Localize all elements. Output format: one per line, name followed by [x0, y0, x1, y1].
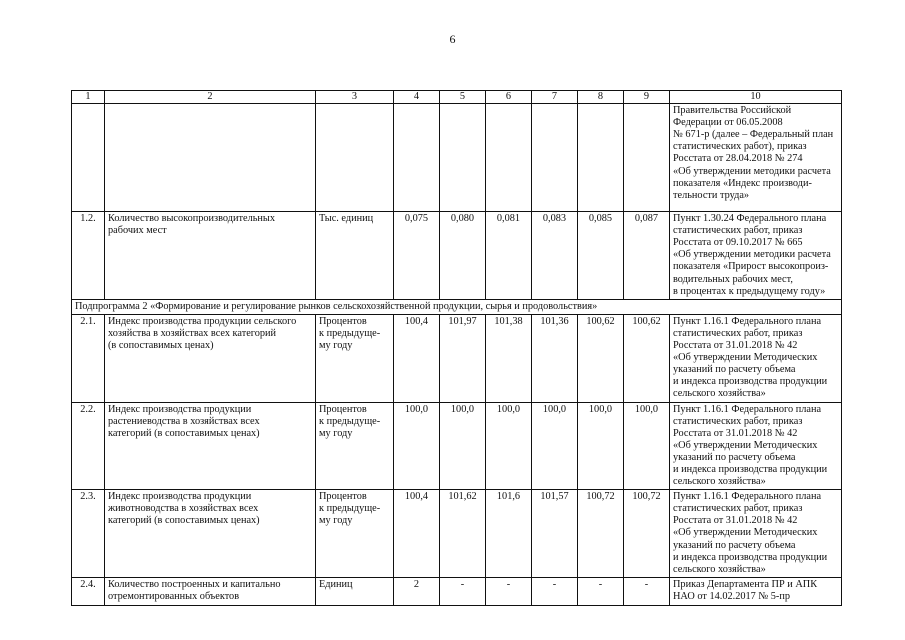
value-cell: -: [624, 577, 670, 605]
indicator-name: Количество построенных и капитально отремонтированных объектов: [105, 577, 316, 605]
value-cell: -: [486, 577, 532, 605]
value-cell: 101,57: [532, 490, 578, 578]
unit-cell: Процентов к предыдуще- му году: [316, 490, 394, 578]
indicators-table: [71, 90, 842, 606]
table-row: [72, 490, 842, 578]
header-cell: 3: [316, 91, 394, 104]
unit-cell: Единиц: [316, 577, 394, 605]
header-cell: 7: [532, 91, 578, 104]
value-cell: 101,6: [486, 490, 532, 578]
header-cell: 2: [105, 91, 316, 104]
source-cell: Правительства Российской Федерации от 06.05.2008 № 671-р (далее – Федеральный план статистических работ), приказ Росстата от 28.04.2018 № 274 «Об утверждении методики расчета показателя «Индекс производи- тельности труда»: [670, 104, 842, 212]
value-cell: 100,62: [578, 314, 624, 402]
row-number: 2.2.: [72, 402, 105, 490]
row-number: 2.4.: [72, 577, 105, 605]
table-row: [72, 402, 842, 490]
table-row-continuation: [72, 104, 842, 212]
row-number: 2.3.: [72, 490, 105, 578]
value-cell: 0,081: [486, 212, 532, 300]
source-cell: Пункт 1.30.24 Федерального плана статистических работ, приказ Росстата от 09.10.2017 № 665 «Об утверждении методики расчета показателя «Прирост высокопроиз- водительных рабочих мест, в процентах к предыдущему году»: [670, 212, 842, 300]
value-cell: -: [440, 577, 486, 605]
value-cell: 100,72: [578, 490, 624, 578]
value-cell: 100,0: [532, 402, 578, 490]
row-number: 2.1.: [72, 314, 105, 402]
value-cell: 101,62: [440, 490, 486, 578]
row-number: 1.2.: [72, 212, 105, 300]
value-cell: -: [578, 577, 624, 605]
header-cell: 5: [440, 91, 486, 104]
table-row: [72, 577, 842, 605]
value-cell: -: [532, 577, 578, 605]
value-cell: 2: [394, 577, 440, 605]
header-cell: 4: [394, 91, 440, 104]
page-number: 6: [449, 32, 456, 46]
value-cell: 101,36: [532, 314, 578, 402]
source-cell: Пункт 1.16.1 Федерального плана статистических работ, приказ Росстата от 31.01.2018 № 42 «Об утверждении Методических указаний по расчету объема и индекса производства продукции сельского хозяйства»: [670, 314, 842, 402]
subprogram-row: [72, 299, 842, 314]
value-cell: 0,075: [394, 212, 440, 300]
value-cell: 100,62: [624, 314, 670, 402]
indicator-name: Индекс производства продукции животноводства в хозяйствах всех категорий (в сопоставимых ценах): [105, 490, 316, 578]
value-cell: 100,72: [624, 490, 670, 578]
value-cell: 100,0: [440, 402, 486, 490]
header-cell: 9: [624, 91, 670, 104]
value-cell: 0,080: [440, 212, 486, 300]
table-row: [72, 314, 842, 402]
value-cell: 100,4: [394, 490, 440, 578]
value-cell: 100,0: [394, 402, 440, 490]
indicator-name: Количество высокопроизводительных рабочих мест: [105, 212, 316, 300]
value-cell: 100,4: [394, 314, 440, 402]
source-cell: Пункт 1.16.1 Федерального плана статистических работ, приказ Росстата от 31.01.2018 № 42 «Об утверждении Методических указаний по расчету объема и индекса производства продукции сельского хозяйства»: [670, 490, 842, 578]
header-cell: 10: [670, 91, 842, 104]
indicator-name: Индекс производства продукции растениеводства в хозяйствах всех категорий (в сопоставимых ценах): [105, 402, 316, 490]
source-cell: Пункт 1.16.1 Федерального плана статистических работ, приказ Росстата от 31.01.2018 № 42 «Об утверждении Методических указаний по расчету объема и индекса производства продукции сельского хозяйства»: [670, 402, 842, 490]
header-cell: 6: [486, 91, 532, 104]
header-row: [72, 91, 842, 104]
unit-cell: Процентов к предыдуще- му году: [316, 402, 394, 490]
value-cell: 100,0: [486, 402, 532, 490]
table-row: [72, 212, 842, 300]
indicator-name: Индекс производства продукции сельского хозяйства в хозяйствах всех категорий (в сопоставимых ценах): [105, 314, 316, 402]
value-cell: 101,97: [440, 314, 486, 402]
source-cell: Приказ Департамента ПР и АПК НАО от 14.02.2017 № 5-пр: [670, 577, 842, 605]
subprogram-title: Подпрограмма 2 «Формирование и регулирование рынков сельскохозяйственной продукции, сырья и продовольствия»: [72, 299, 842, 314]
header-cell: 1: [72, 91, 105, 104]
value-cell: 0,085: [578, 212, 624, 300]
unit-cell: Процентов к предыдуще- му году: [316, 314, 394, 402]
value-cell: 100,0: [624, 402, 670, 490]
value-cell: 0,087: [624, 212, 670, 300]
header-cell: 8: [578, 91, 624, 104]
value-cell: 101,38: [486, 314, 532, 402]
value-cell: 0,083: [532, 212, 578, 300]
unit-cell: Тыс. единиц: [316, 212, 394, 300]
value-cell: 100,0: [578, 402, 624, 490]
